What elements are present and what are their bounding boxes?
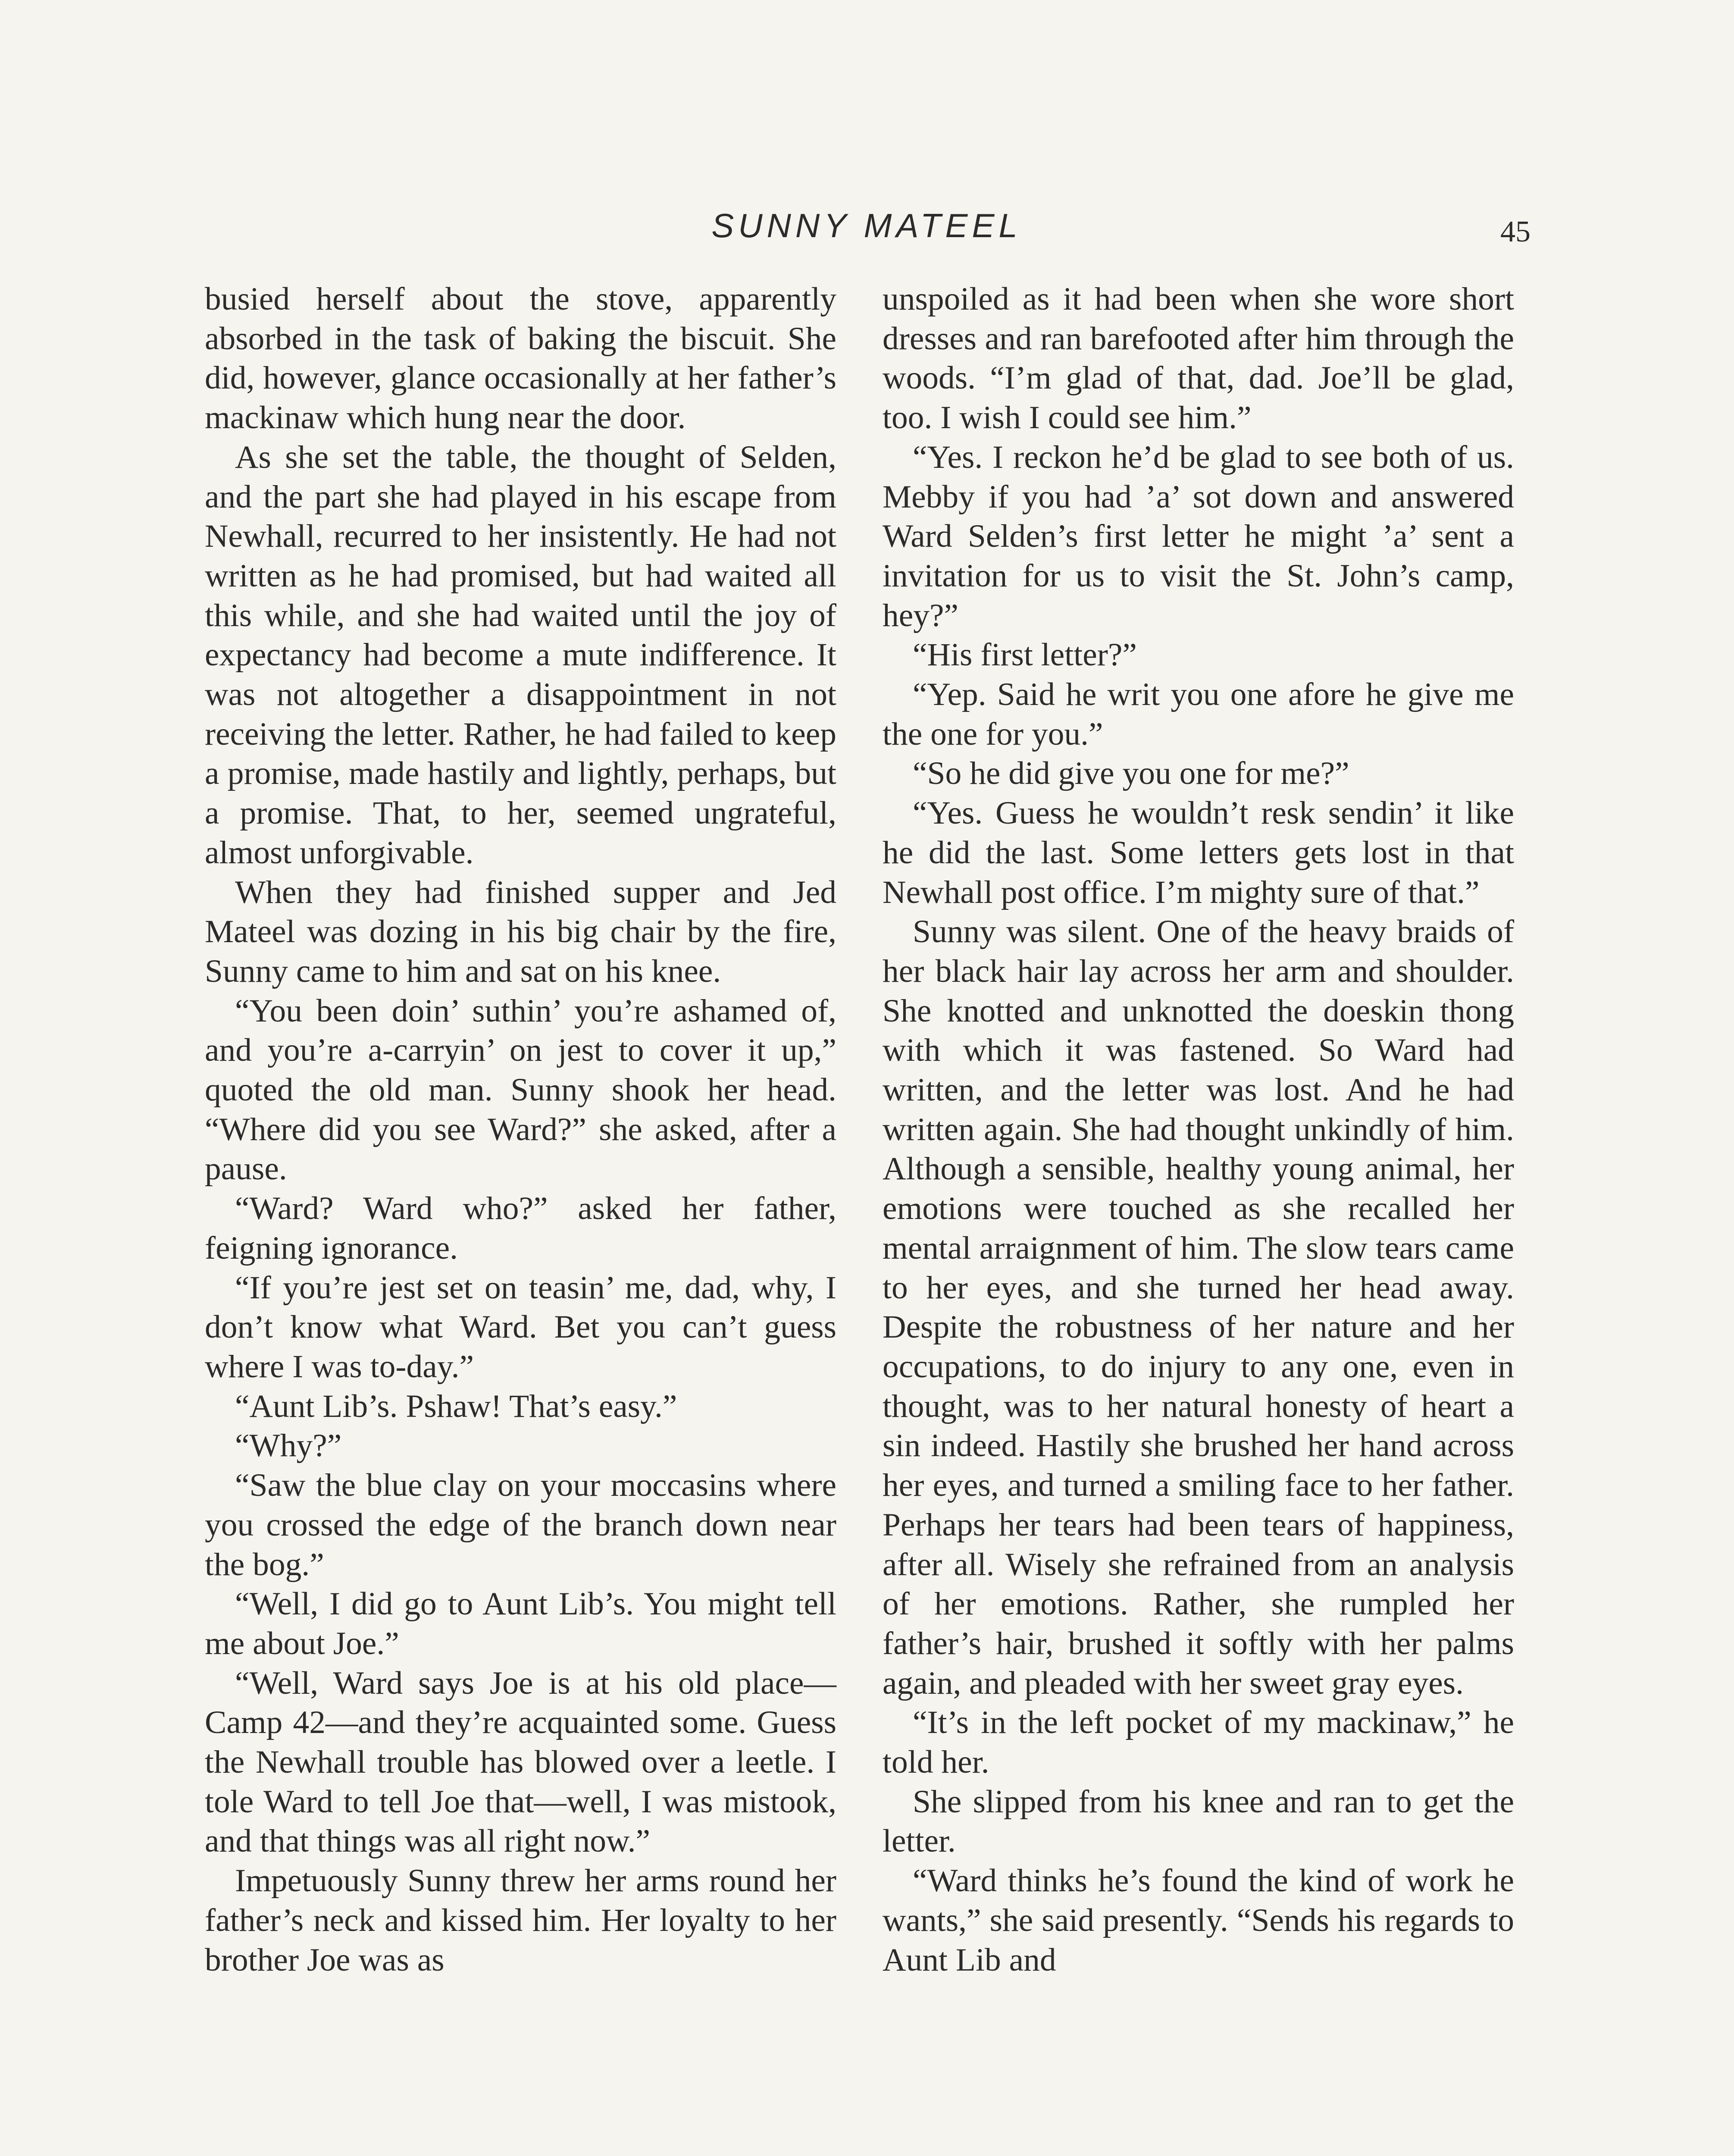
paragraph: unspoiled as it had been when she wore short dresses and ran barefooted after him through the woods. “I’m glad of that, dad. Joe’ll be glad, too. I wish I could see him.” — [883, 281, 1514, 436]
paragraph: As she set the table, the thought of Selden, and the part she had played in his escape from Newhall, recurred to her insistently. He had not written as he had promised, but had waited all this while, and she had waited until the joy of expectancy had become a mute indifference. It was not altogether a disappointment in not receiving the letter. Rather, he had failed to keep a promise, made hastily and lightly, perhaps, but a promise. That, to her, seemed ungrateful, almost unforgivable. — [205, 439, 836, 871]
paragraph: “So he did give you one for me?” — [913, 755, 1349, 792]
paragraph: “Ward thinks he’s found the kind of work he wants,” she said presently. “Sends his regards to Aunt Lib and — [883, 1863, 1514, 1978]
running-title: SUNNY MATEEL — [711, 207, 1022, 244]
paragraph: “It’s in the left pocket of my mackinaw,” he told her. — [883, 1705, 1514, 1780]
paragraph: “Ward? Ward who?” asked her father, feigning ignorance. — [205, 1191, 836, 1266]
paragraph: “If you’re jest set on teasin’ me, dad, why, I don’t know what Ward. Bet you can’t guess where I was to-day.” — [205, 1269, 836, 1385]
right-column — [883, 279, 1514, 2156]
paragraph: She slipped from his knee and ran to get the letter. — [883, 1783, 1514, 1859]
paragraph: Impetuously Sunny threw her arms round her father’s neck and kissed him. Her loyalty to her brother Joe was as — [205, 1863, 836, 1978]
page-header — [203, 202, 1531, 254]
paragraph: “His first letter?” — [913, 637, 1137, 673]
page-number: 45 — [1500, 215, 1531, 248]
paragraph: “You been doin’ suthin’ you’re ashamed of, and you’re a-carryin’ on jest to cover it up,” quoted the old man. Sunny shook her head. “Where did you see Ward?” she asked, after a pause. — [205, 993, 836, 1187]
paragraph: “Well, I did go to Aunt Lib’s. You might tell me about Joe.” — [205, 1586, 836, 1661]
paragraph: “Yes. Guess he wouldn’t resk sendin’ it like he did the last. Some letters gets lost in that Newhall post office. I’m mighty sure of that.” — [883, 795, 1514, 910]
paragraph: “Yes. I reckon he’d be glad to see both of us. Mebby if you had ’a’ sot down and answered Ward Selden’s first letter he might ’a’ sent a invitation for us to visit the St. John’s camp, hey?” — [883, 439, 1514, 633]
paragraph: “Why?” — [235, 1428, 342, 1464]
paragraph: “Aunt Lib’s. Pshaw! That’s easy.” — [235, 1388, 677, 1424]
paragraph: “Saw the blue clay on your moccasins where you crossed the edge of the branch down near the bog.” — [205, 1467, 836, 1583]
paragraph: When they had finished supper and Jed Mateel was dozing in his big chair by the fire, Sunny came to him and sat on his knee. — [205, 874, 836, 989]
left-column — [205, 279, 836, 2156]
paragraph: Sunny was silent. One of the heavy braids of her black hair lay across her arm and shoulder. She knotted and unknotted the doeskin thong with which it was fastened. So Ward had written, and the letter was lost. And he had written again. She had thought unkindly of him. Although a sensible, healthy young animal, her emotions were touched as she recalled her mental arraignment of him. The slow tears came to her eyes, and she turned her head away. Despite the robustness of her nature and her occupations, to do injury to any one, even in thought, was to her natural honesty of heart a sin indeed. Hastily she brushed her hand across her eyes, and turned a smiling face to her father. Perhaps her tears had been tears of happiness, after all. Wisely she refrained from an analysis of her emotions. Rather, she rumpled her father’s hair, brushed it softly with her palms again, and pleaded with her sweet gray eyes. — [883, 914, 1514, 1701]
paragraph: busied herself about the stove, apparently absorbed in the task of baking the biscuit. She did, however, glance occasionally at her father’s mackinaw which hung near the door. — [205, 281, 836, 436]
paragraph: “Well, Ward says Joe is at his old place—Camp 42—and they’re acquainted some. Guess the Newhall trouble has blowed over a leetle. I tole Ward to tell Joe that—well, I was mistook, and that things was all right now.” — [205, 1665, 836, 1859]
paragraph: “Yep. Said he writ you one afore he give me the one for you.” — [883, 677, 1514, 752]
